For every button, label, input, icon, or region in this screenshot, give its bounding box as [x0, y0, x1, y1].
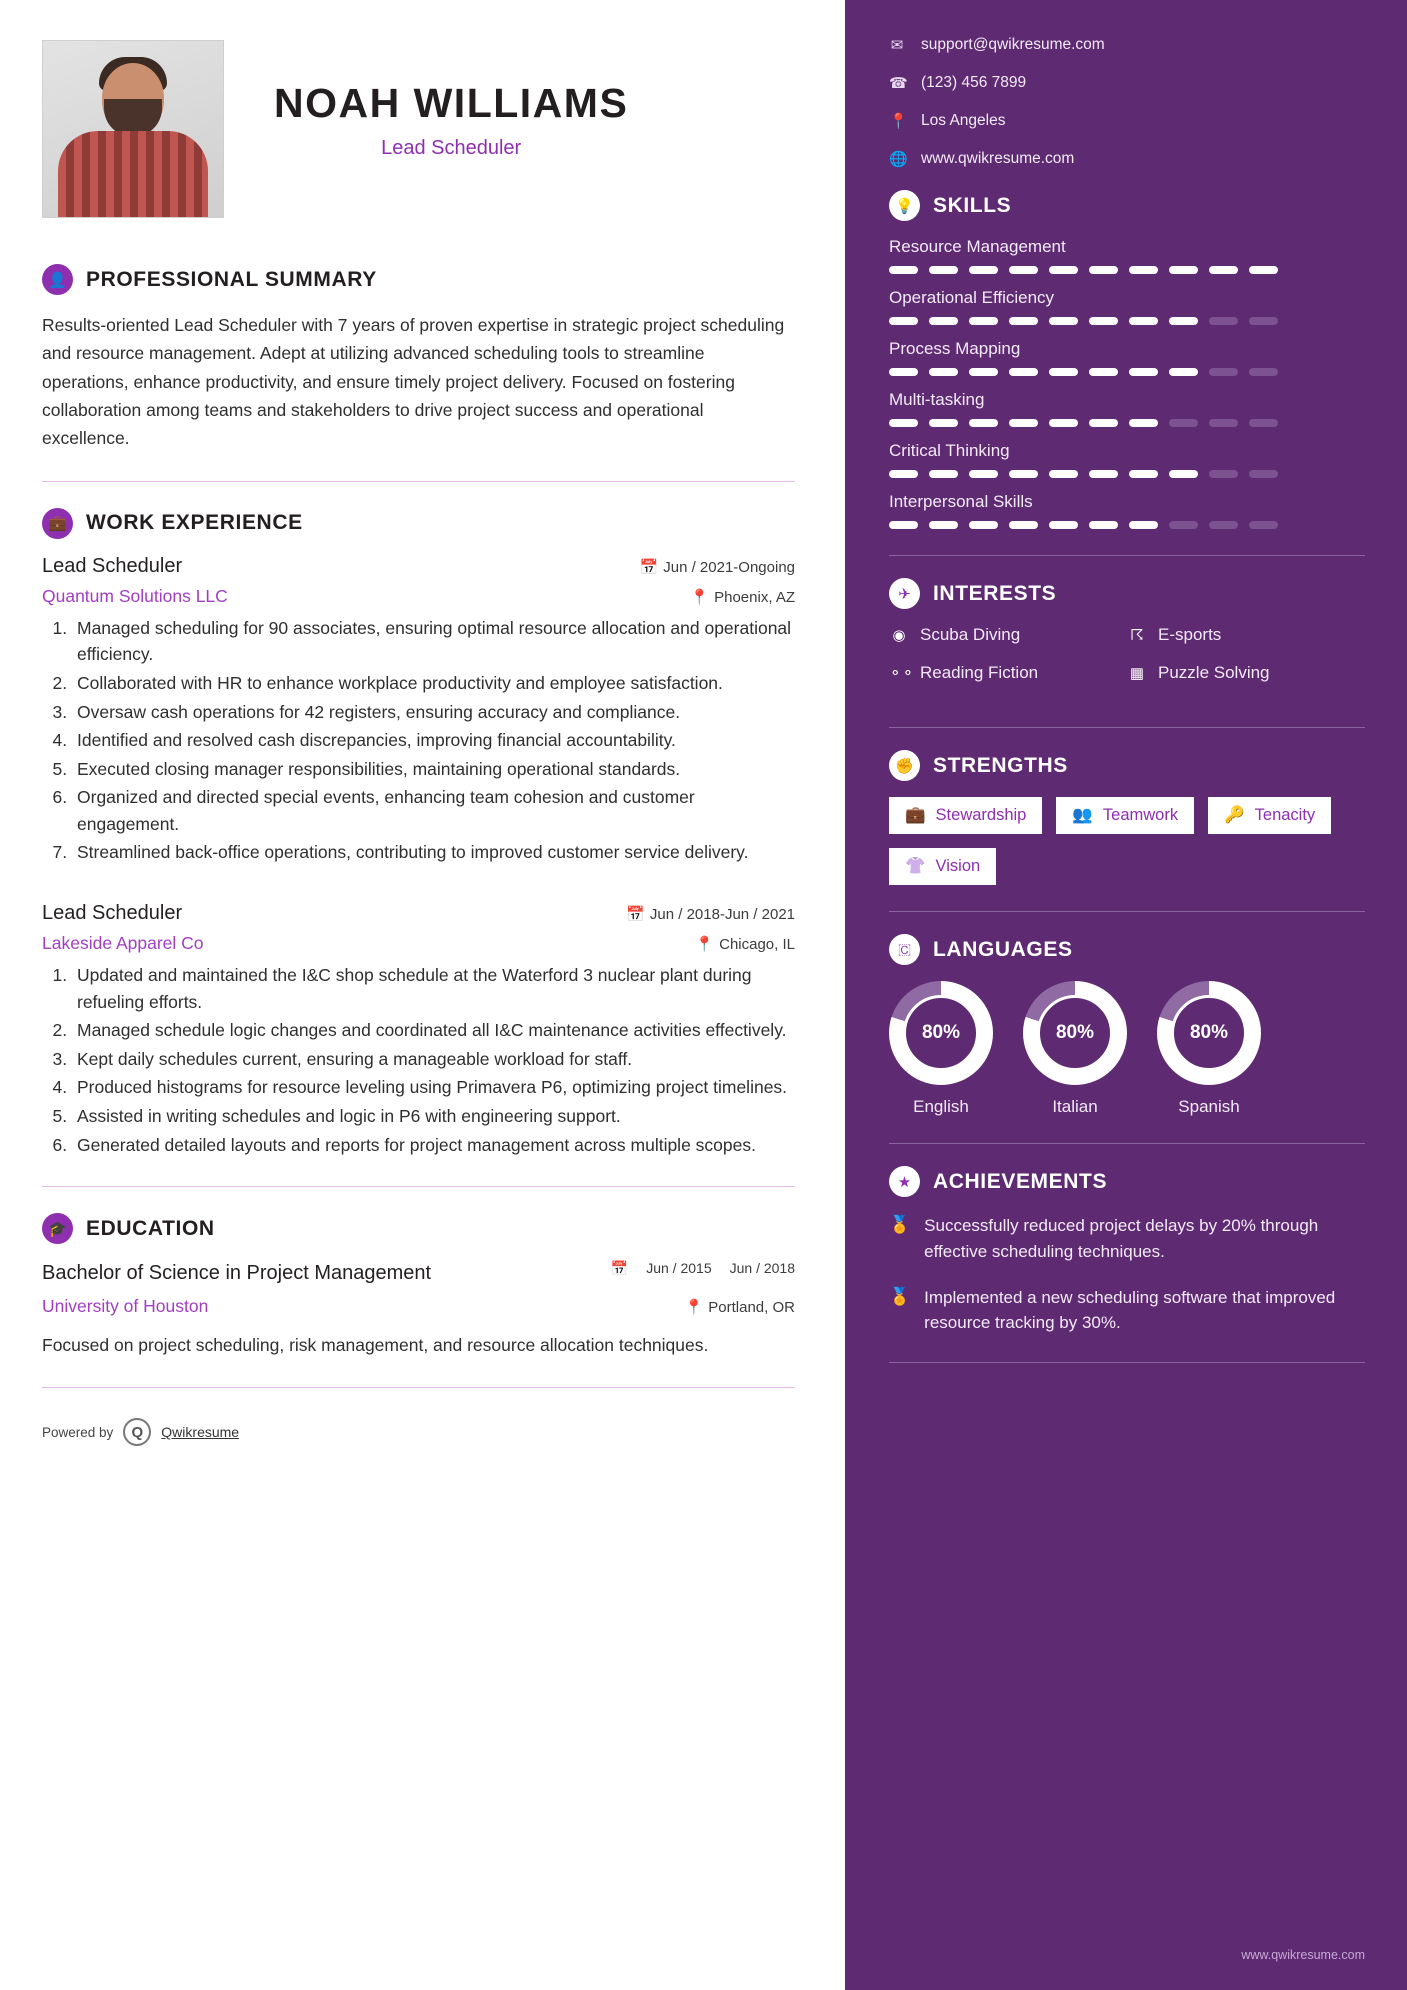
- achievement-item: [889, 1213, 1365, 1265]
- section-header-summary: [42, 264, 795, 295]
- language-name: English: [913, 1097, 969, 1116]
- education-start-date: Jun / 2015: [646, 1260, 712, 1277]
- section-title-interests: INTERESTS: [933, 581, 1057, 605]
- page-title: NOAH WILLIAMS: [274, 80, 629, 126]
- paper-plane-icon: ✈: [889, 578, 920, 609]
- section-languages: [889, 934, 1365, 1117]
- key-icon: 🔑: [1224, 806, 1245, 824]
- language-progress-ring: [1023, 981, 1127, 1085]
- briefcase-icon: 💼: [905, 806, 926, 824]
- envelope-icon: ✉: [890, 37, 904, 54]
- contact-phone[interactable]: [889, 74, 1365, 92]
- contact-email[interactable]: [889, 36, 1365, 54]
- section-strengths: [889, 750, 1365, 885]
- strength-label: Vision: [935, 857, 981, 875]
- skill-item: [889, 237, 1365, 274]
- skill-item: [889, 339, 1365, 376]
- skill-name: Critical Thinking: [889, 441, 1010, 460]
- divider: [889, 1143, 1365, 1144]
- section-title-languages: LANGUAGES: [933, 937, 1073, 961]
- graduation-icon: 🎓: [42, 1213, 73, 1244]
- contact-website[interactable]: [889, 150, 1365, 168]
- divider: [889, 727, 1365, 728]
- puzzle-icon: ▦: [1129, 665, 1145, 682]
- job-location: 📍 Phoenix, AZ: [690, 588, 795, 606]
- section-title-education: EDUCATION: [86, 1216, 215, 1240]
- location-pin-icon: 📍: [889, 113, 908, 130]
- list-item: 2. Managed schedule logic changes and coordinated all I&C maintenance activities effectively.: [72, 1017, 795, 1044]
- language-progress-ring: [889, 981, 993, 1085]
- language-percent: 80%: [1171, 995, 1247, 1071]
- calendar-icon: 📅: [639, 558, 659, 576]
- divider: [42, 481, 795, 482]
- interest-item: [889, 663, 1127, 683]
- interest-label: Reading Fiction: [920, 663, 1039, 682]
- language-badge-icon: 🇨: [889, 934, 920, 965]
- section-title-skills: SKILLS: [933, 193, 1012, 217]
- list-item: 5. Executed closing manager responsibilities, maintaining operational standards.: [72, 756, 795, 783]
- contact-value: Los Angeles: [921, 112, 1006, 129]
- interest-label: Scuba Diving: [920, 625, 1021, 644]
- job-role: Lead Scheduler: [42, 554, 183, 577]
- list-item: 6. Generated detailed layouts and reports for project management across multiple scopes.: [72, 1132, 795, 1159]
- contact-location: [889, 112, 1365, 130]
- interest-item: [1127, 663, 1365, 683]
- job-dates: 📅 Jun / 2018-Jun / 2021: [626, 906, 795, 924]
- strength-item: [1056, 797, 1194, 834]
- education-location: 📍 Portland, OR: [684, 1299, 795, 1317]
- sidebar-website-footer: www.qwikresume.com: [1241, 1948, 1365, 1962]
- skill-name: Process Mapping: [889, 339, 1021, 358]
- section-skills: [889, 190, 1365, 529]
- divider: [42, 1186, 795, 1187]
- interest-item: [1127, 625, 1365, 645]
- language-progress-ring: [1157, 981, 1261, 1085]
- skill-rating: [889, 521, 1365, 529]
- contact-value: support@qwikresume.com: [921, 36, 1105, 53]
- strength-item: [889, 797, 1042, 834]
- fist-icon: ✊: [889, 750, 920, 781]
- section-title-summary: PROFESSIONAL SUMMARY: [86, 267, 377, 291]
- experience-item: [42, 902, 795, 1158]
- section-header-experience: [42, 508, 795, 539]
- phone-icon: ☎: [889, 75, 908, 92]
- skill-item: [889, 288, 1365, 325]
- language-percent: 80%: [1037, 995, 1113, 1071]
- name-block: [224, 40, 628, 160]
- qwikresume-logo-icon: Q: [123, 1418, 151, 1446]
- award-ribbon-icon: 🏅: [889, 1286, 911, 1306]
- section-header-education: [42, 1213, 795, 1244]
- people-icon: 👥: [1072, 806, 1093, 824]
- divider: [42, 1387, 795, 1388]
- avatar: [42, 40, 224, 218]
- education-degree: Bachelor of Science in Project Management: [42, 1262, 432, 1285]
- skill-rating: [889, 317, 1365, 325]
- diving-mask-icon: ◉: [892, 627, 906, 644]
- lightbulb-icon: 💡: [889, 190, 920, 221]
- summary-text: Results-oriented Lead Scheduler with 7 years of proven expertise in strategic project scheduling and resource management. Adept at utilizing advanced scheduling tools to streamline operations, enhance productivity, and ensure timely project delivery. Focused on fostering collaboration among teams and stakeholders to drive project success and operational excellence.: [42, 315, 785, 449]
- job-dates: 📅 Jun / 2021-Ongoing: [639, 558, 795, 576]
- skill-item: [889, 492, 1365, 529]
- education-school: University of Houston: [42, 1296, 209, 1317]
- language-item: [1157, 981, 1261, 1117]
- education-dates: [611, 1260, 795, 1278]
- list-item: 1. Updated and maintained the I&C shop schedule at the Waterford 3 nuclear plant during refueling efforts.: [72, 962, 795, 1015]
- award-ribbon-icon: 🏅: [889, 1215, 911, 1234]
- location-pin-icon: 📍: [690, 588, 710, 606]
- calendar-icon: 📅: [626, 906, 645, 924]
- skill-name: Multi-tasking: [889, 390, 985, 409]
- contact-value: www.qwikresume.com: [921, 150, 1075, 167]
- list-item: 3. Kept daily schedules current, ensuring a manageable workload for staff.: [72, 1046, 795, 1073]
- star-badge-icon: ★: [889, 1166, 920, 1197]
- skill-item: [889, 441, 1365, 478]
- resume-header: [42, 40, 795, 218]
- achievement-item: [889, 1285, 1365, 1337]
- section-title-experience: WORK EXPERIENCE: [86, 511, 303, 535]
- language-item: [1023, 981, 1127, 1117]
- skill-name: Operational Efficiency: [889, 288, 1055, 307]
- list-item: 2. Collaborated with HR to enhance workplace productivity and employee satisfaction.: [72, 670, 795, 697]
- achievement-text: Successfully reduced project delays by 20% through effective scheduling techniques.: [924, 1216, 1319, 1261]
- skill-rating: [889, 266, 1365, 274]
- resume-sidebar: [845, 0, 1407, 1990]
- interest-label: Puzzle Solving: [1158, 663, 1270, 682]
- list-item: 1. Managed scheduling for 90 associates, ensuring optimal resource allocation and operational efficiency.: [72, 615, 795, 668]
- interest-item: [889, 625, 1127, 645]
- location-pin-icon: 📍: [695, 936, 715, 954]
- glasses-icon: ⚬⚬: [889, 665, 915, 682]
- list-item: 4. Identified and resolved cash discrepancies, improving financial accountability.: [72, 727, 795, 754]
- gamepad-icon: ☈: [1130, 627, 1144, 644]
- contact-value: (123) 456 7899: [921, 74, 1027, 91]
- list-item: 7. Streamlined back-office operations, contributing to improved customer service delivery.: [72, 839, 795, 866]
- qwikresume-link[interactable]: Qwikresume: [161, 1424, 240, 1441]
- skill-rating: [889, 470, 1365, 478]
- language-name: Spanish: [1178, 1097, 1240, 1116]
- section-achievements: [889, 1166, 1365, 1336]
- job-bullets: [72, 962, 795, 1158]
- location-pin-icon: 📍: [684, 1299, 704, 1317]
- strength-item: [889, 848, 996, 885]
- job-company: Lakeside Apparel Co: [42, 933, 204, 954]
- section-title-strengths: STRENGTHS: [933, 753, 1068, 777]
- globe-icon: 🌐: [889, 151, 908, 168]
- job-role: Lead Scheduler: [42, 902, 183, 925]
- strength-item: [1208, 797, 1331, 834]
- briefcase-icon: 💼: [42, 508, 73, 539]
- list-item: 6. Organized and directed special events, enhancing team cohesion and customer engagement.: [72, 784, 795, 837]
- list-item: 4. Produced histograms for resource leveling using Primavera P6, optimizing project timelines.: [72, 1074, 795, 1101]
- job-company: Quantum Solutions LLC: [42, 585, 228, 606]
- list-item: 3. Oversaw cash operations for 42 registers, ensuring accuracy and compliance.: [72, 699, 795, 726]
- skill-rating: [889, 368, 1365, 376]
- language-name: Italian: [1052, 1097, 1098, 1116]
- section-title-achievements: ACHIEVEMENTS: [933, 1169, 1108, 1193]
- binoculars-icon: 👚: [905, 857, 926, 875]
- interest-label: E-sports: [1158, 625, 1222, 644]
- achievement-text: Implemented a new scheduling software that improved resource tracking by 30%.: [924, 1287, 1336, 1333]
- language-item: [889, 981, 993, 1117]
- list-item: 5. Assisted in writing schedules and logic in P6 with engineering support.: [72, 1103, 795, 1130]
- strength-label: Teamwork: [1102, 806, 1179, 824]
- calendar-icon: 📅: [610, 1260, 629, 1277]
- experience-item: [42, 555, 795, 866]
- skill-item: [889, 390, 1365, 427]
- divider: [889, 1362, 1365, 1363]
- skill-rating: [889, 419, 1365, 427]
- skill-name: Resource Management: [889, 237, 1066, 256]
- divider: [889, 911, 1365, 912]
- document-footer: [42, 1418, 795, 1476]
- job-location: 📍 Chicago, IL: [695, 936, 795, 954]
- divider: [889, 555, 1365, 556]
- strength-label: Stewardship: [935, 806, 1027, 824]
- skill-name: Interpersonal Skills: [889, 492, 1033, 511]
- job-bullets: [72, 615, 795, 866]
- header-job-title: Lead Scheduler: [381, 137, 522, 159]
- education-description: Focused on project scheduling, risk management, and resource allocation techniques.: [42, 1335, 709, 1356]
- language-percent: 80%: [903, 995, 979, 1071]
- section-interests: [889, 578, 1365, 701]
- strength-label: Tenacity: [1254, 806, 1316, 824]
- powered-by-label: Powered by: [42, 1424, 114, 1440]
- education-end-date: Jun / 2018: [729, 1260, 795, 1277]
- user-icon: 👤: [42, 264, 73, 295]
